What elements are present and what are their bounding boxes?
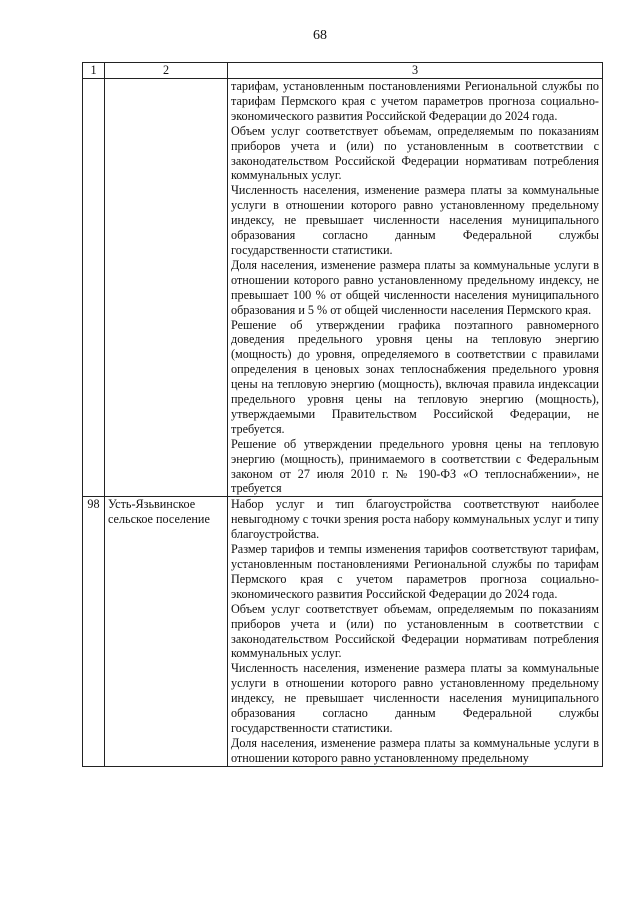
paragraph: Решение об утверждении графика поэтапного равномерного доведения предельного уровня цены на тепловую энергию (мощность) до уровня, определяемого в соответствии с правилами определения в ценовых зонах теплоснабжения предельного уровня цены на тепловую энергию (мощность), включая правила индексации предельного уровня цены на тепловую энергию (мощность), утверждаемыми Правительством Российской Федерации, не требуется.: [231, 317, 599, 436]
row-description: [228, 497, 603, 766]
page-number: 68: [313, 28, 327, 43]
paragraph: Объем услуг соответствует объемам, определяемым по показаниям приборов учета и (или) по установленным в соответствии с законодательством Российской Федерации нормативам потребления коммунальных услуг.: [231, 123, 599, 183]
paragraph: Объем услуг соответствует объемам, определяемым по показаниям приборов учета и (или) по установленным в соответствии с законодательством Российской Федерации нормативам потребления коммунальных услуг.: [231, 601, 599, 661]
paragraph: Доля населения, изменение размера платы за коммунальные услуги в отношении которого равно установленному предельному: [231, 735, 599, 765]
row-number: 98: [83, 497, 105, 766]
paragraph: Набор услуг и тип благоустройства соответствуют наиболее невыгодному с точки зрения роста набору коммунальных услуг и типу благоустройства.: [231, 497, 599, 542]
paragraph: Численность населения, изменение размера платы за коммунальные услуги в отношении которого равно установленному предельному индексу, не превышает численности населения муниципального образования согласно данным Федеральной службы государственности статистики.: [231, 183, 599, 257]
paragraph: тарифам, установленным постановлениями Региональной службы по тарифам Пермского края с учетом параметров прогноза социально-экономического развития Российской Федерации до 2024 года.: [231, 79, 599, 123]
row-name: [105, 79, 228, 497]
header-col-2: 2: [105, 63, 228, 79]
table-header-row: [83, 63, 603, 79]
header-col-1: 1: [83, 63, 105, 79]
paragraph: Доля населения, изменение размера платы за коммунальные услуги в отношении которого равно установленному предельному индексу, не превышает 100 % от общей численности населения муниципального образования и 5 % от общей численности населения Пермского края.: [231, 257, 599, 317]
paragraph: Численность населения, изменение размера платы за коммунальные услуги в отношении которого равно установленному предельному индексу, не превышает численности населения муниципального образования согласно данным Федеральной службы государственности статистики.: [231, 661, 599, 735]
row-name: Усть-Язьвинское сельское поселение: [105, 497, 228, 766]
header-col-3: 3: [228, 63, 603, 79]
paragraph: Решение об утверждении предельного уровня цены на тепловую энергию (мощность), принимаемого в соответствии с Федеральным законом от 27 июля 2010 г. № 190-ФЗ «О теплоснабжении», не требуется: [231, 436, 599, 496]
row-number: [83, 79, 105, 497]
table-row: [83, 79, 603, 497]
row-description: [228, 79, 603, 497]
table-row: [83, 497, 603, 766]
paragraph: Размер тарифов и темпы изменения тарифов соответствуют тарифам, установленным постановлениями Региональной службы по тарифам Пермского края с учетом параметров прогноза социально-экономического развития Российской Федерации до 2024 года.: [231, 542, 599, 601]
document-table: [82, 62, 603, 767]
